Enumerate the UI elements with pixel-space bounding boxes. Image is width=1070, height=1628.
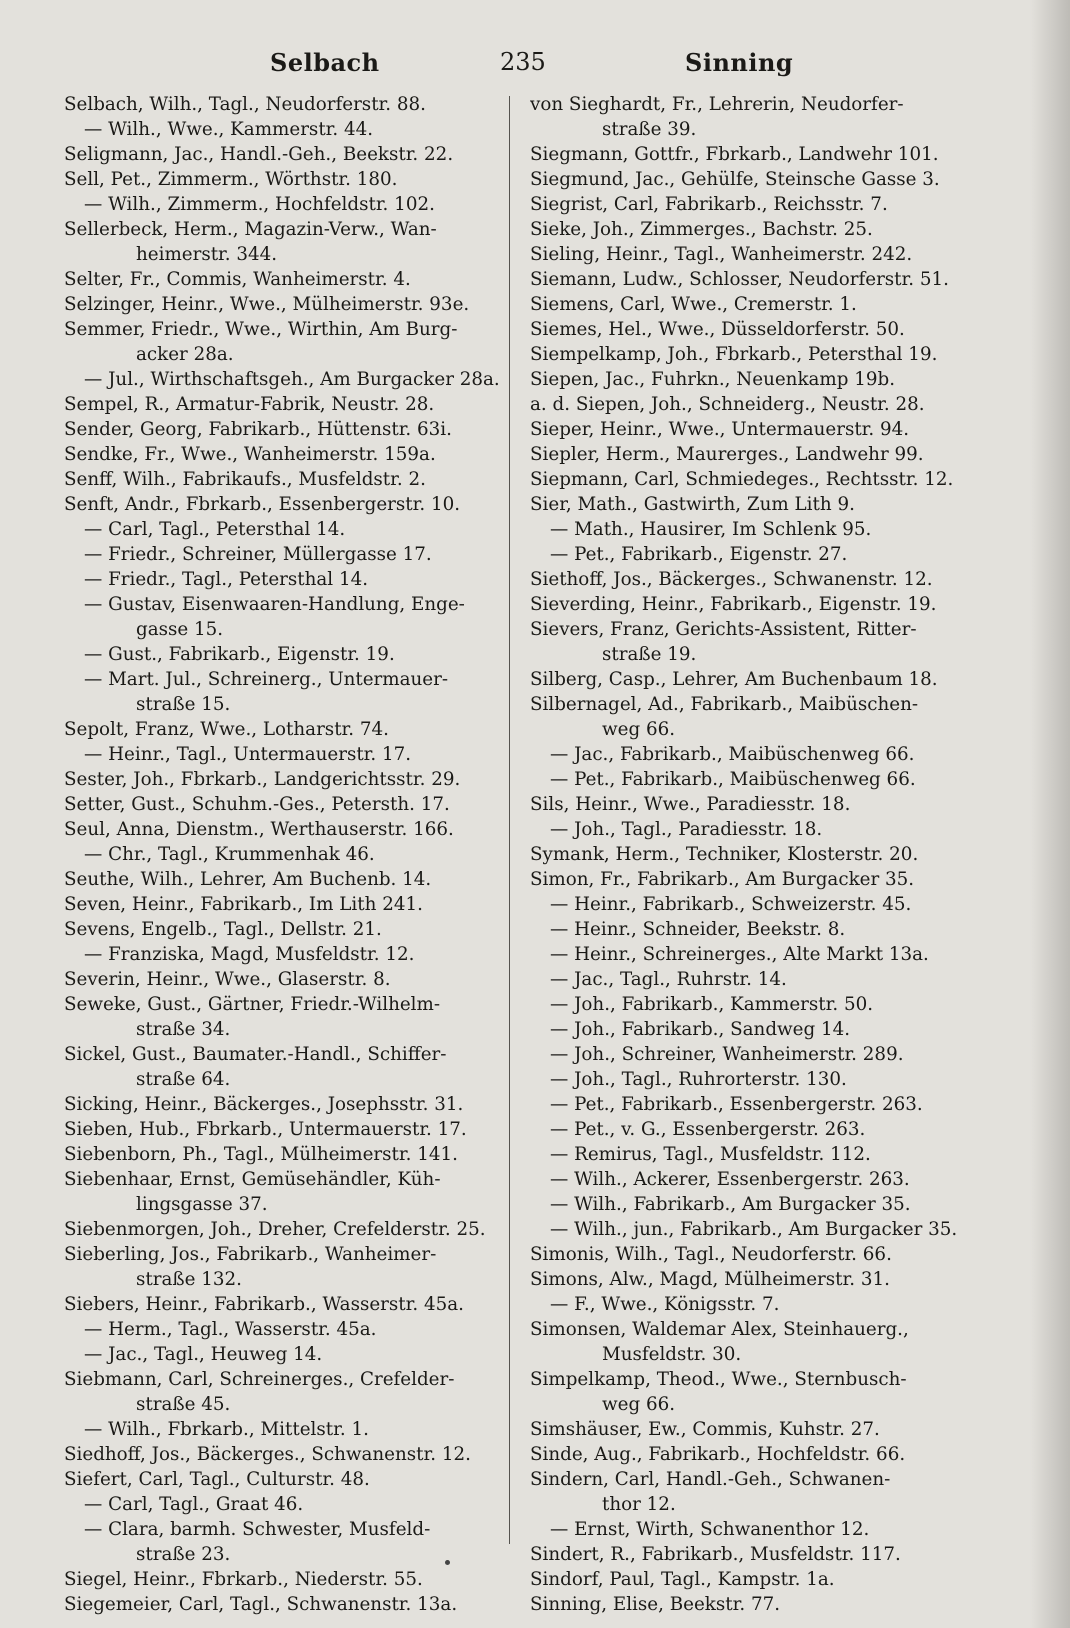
left-entry-line: — Chr., Tagl., Krummenhak 46. — [84, 844, 375, 865]
right-entry-line: — Heinr., Schreinerges., Alte Markt 13a. — [550, 944, 929, 965]
right-entry-line: straße 39. — [602, 119, 697, 140]
left-entry-line: Sicking, Heinr., Bäckerges., Josephsstr. 31. — [64, 1094, 464, 1115]
left-entry-line: Senff, Wilh., Fabrikaufs., Musfeldstr. 2. — [64, 469, 426, 490]
right-entry-line: — Wilh., Fabrikarb., Am Burgacker 35. — [550, 1194, 911, 1215]
page-number: 235 — [500, 48, 546, 76]
left-entry-line: Selter, Fr., Commis, Wanheimerstr. 4. — [64, 269, 411, 290]
left-entry-line: Severin, Heinr., Wwe., Glaserstr. 8. — [64, 969, 391, 990]
right-entry-line: Simons, Alw., Magd, Mülheimerstr. 31. — [530, 1269, 890, 1290]
left-entry-line: Siegemeier, Carl, Tagl., Schwanenstr. 13a. — [64, 1594, 458, 1615]
page-header — [60, 48, 1040, 78]
right-entry-line: — Remirus, Tagl., Musfeldstr. 112. — [550, 1144, 871, 1165]
left-entry-line: Selbach, Wilh., Tagl., Neudorferstr. 88. — [64, 94, 426, 115]
right-entry-line: Siepmann, Carl, Schmiedeges., Rechtsstr. 12. — [530, 469, 954, 490]
right-entry-line: — Joh., Tagl., Ruhrorterstr. 130. — [550, 1069, 847, 1090]
left-entry-line: Sender, Georg, Fabrikarb., Hüttenstr. 63i. — [64, 419, 452, 440]
left-entry-line: Siebmann, Carl, Schreinerges., Crefelder- — [64, 1369, 455, 1390]
left-entry-line: — Wilh., Zimmerm., Hochfeldstr. 102. — [84, 194, 435, 215]
left-entry-line: Siedhoff, Jos., Bäckerges., Schwanenstr. 12. — [64, 1444, 471, 1465]
right-entry-line: Siemann, Ludw., Schlosser, Neudorferstr. 51. — [530, 269, 949, 290]
left-entry-line: — Heinr., Tagl., Untermauerstr. 17. — [84, 744, 412, 765]
right-entry-line: — Heinr., Fabrikarb., Schweizerstr. 45. — [550, 894, 912, 915]
left-entry-line: — Friedr., Tagl., Petersthal 14. — [84, 569, 369, 590]
right-entry-line: straße 19. — [602, 644, 697, 665]
left-entry-line: — Gust., Fabrikarb., Eigenstr. 19. — [84, 644, 395, 665]
left-entry-line: Siegel, Heinr., Fbrkarb., Niederstr. 55. — [64, 1569, 423, 1590]
right-entry-line: Sieverding, Heinr., Fabrikarb., Eigenstr. 19. — [530, 594, 937, 615]
left-entry-line: — Clara, barmh. Schwester, Musfeld- — [84, 1519, 431, 1540]
right-entry-line: Siepen, Jac., Fuhrkn., Neuenkamp 19b. — [530, 369, 896, 390]
left-entry-line: Siebers, Heinr., Fabrikarb., Wasserstr. 45a. — [64, 1294, 464, 1315]
left-entry-line: straße 45. — [136, 1394, 231, 1415]
left-entry-line: Sempel, R., Armatur-Fabrik, Neustr. 28. — [64, 394, 435, 415]
right-entry-line: Siepler, Herm., Maurerges., Landwehr 99. — [530, 444, 924, 465]
right-entry-line: a. d. Siepen, Joh., Schneiderg., Neustr. 28. — [530, 394, 925, 415]
left-entry-line: Seven, Heinr., Fabrikarb., Im Lith 241. — [64, 894, 423, 915]
right-entry-line: — Jac., Tagl., Ruhrstr. 14. — [550, 969, 787, 990]
right-entry-line: — Joh., Schreiner, Wanheimerstr. 289. — [550, 1044, 904, 1065]
left-entry-line: Sendke, Fr., Wwe., Wanheimerstr. 159a. — [64, 444, 436, 465]
left-entry-line: lingsgasse 37. — [136, 1194, 268, 1215]
right-entry-line: Sieling, Heinr., Tagl., Wanheimerstr. 242. — [530, 244, 913, 265]
right-entry-line: Sier, Math., Gastwirth, Zum Lith 9. — [530, 494, 855, 515]
left-entry-line: — Herm., Tagl., Wasserstr. 45a. — [84, 1319, 377, 1340]
left-entry-line: — Gustav, Eisenwaaren-Handlung, Enge- — [84, 594, 465, 615]
right-entry-line: — Wilh., jun., Fabrikarb., Am Burgacker 35. — [550, 1219, 958, 1240]
left-entry-line: — Wilh., Wwe., Kammerstr. 44. — [84, 119, 374, 140]
right-entry-line: — Heinr., Schneider, Beekstr. 8. — [550, 919, 846, 940]
left-entry-line: Sieberling, Jos., Fabrikarb., Wanheimer- — [64, 1244, 437, 1265]
right-entry-line: Sinde, Aug., Fabrikarb., Hochfeldstr. 66. — [530, 1444, 906, 1465]
right-entry-line: Silberg, Casp., Lehrer, Am Buchenbaum 18. — [530, 669, 938, 690]
left-entry-line: Sester, Joh., Fbrkarb., Landgerichtsstr. 29. — [64, 769, 461, 790]
right-entry-line: von Sieghardt, Fr., Lehrerin, Neudorfer- — [530, 94, 904, 115]
right-entry-line: — F., Wwe., Königsstr. 7. — [550, 1294, 780, 1315]
right-entry-line: Simshäuser, Ew., Commis, Kuhstr. 27. — [530, 1419, 880, 1440]
column-divider — [509, 96, 510, 1544]
left-entry-line: — Carl, Tagl., Petersthal 14. — [84, 519, 346, 540]
left-entry-line: Seuthe, Wilh., Lehrer, Am Buchenb. 14. — [64, 869, 432, 890]
right-entry-line: weg 66. — [602, 1394, 676, 1415]
left-entry-line: gasse 15. — [136, 619, 224, 640]
right-column — [530, 92, 982, 1617]
right-entry-line: Sils, Heinr., Wwe., Paradiesstr. 18. — [530, 794, 851, 815]
left-entry-line: Selzinger, Heinr., Wwe., Mülheimerstr. 93e. — [64, 294, 470, 315]
left-entry-line: Sieben, Hub., Fbrkarb., Untermauerstr. 17. — [64, 1119, 467, 1140]
left-entry-line: acker 28a. — [136, 344, 234, 365]
right-entry-line: Simonsen, Waldemar Alex, Steinhauerg., — [530, 1319, 909, 1340]
right-entry-line: Siegmund, Jac., Gehülfe, Steinsche Gasse 3. — [530, 169, 940, 190]
left-entry-line: — Wilh., Fbrkarb., Mittelstr. 1. — [84, 1419, 369, 1440]
left-entry-line: straße 132. — [136, 1269, 242, 1290]
right-entry-line: weg 66. — [602, 719, 676, 740]
right-entry-line: Symank, Herm., Techniker, Klosterstr. 20. — [530, 844, 919, 865]
left-entry-line: Setter, Gust., Schuhm.-Ges., Petersth. 17. — [64, 794, 450, 815]
left-entry-line: Seul, Anna, Dienstm., Werthauserstr. 166. — [64, 819, 454, 840]
left-entry-line: — Franziska, Magd, Musfeldstr. 12. — [84, 944, 415, 965]
left-entry-line: straße 34. — [136, 1019, 231, 1040]
right-entry-line: — Math., Hausirer, Im Schlenk 95. — [550, 519, 872, 540]
left-entry-line: — Carl, Tagl., Graat 46. — [84, 1494, 304, 1515]
right-entry-line: — Pet., Fabrikarb., Essenbergerstr. 263. — [550, 1094, 923, 1115]
right-entry-line: Musfeldstr. 30. — [602, 1344, 742, 1365]
right-entry-line: — Pet., Fabrikarb., Maibüschenweg 66. — [550, 769, 916, 790]
left-entry-line: Semmer, Friedr., Wwe., Wirthin, Am Burg- — [64, 319, 458, 340]
right-entry-line: — Wilh., Ackerer, Essenbergerstr. 263. — [550, 1169, 910, 1190]
left-entry-line: straße 23. — [136, 1544, 231, 1565]
left-entry-line: Siebenhaar, Ernst, Gemüsehändler, Küh- — [64, 1169, 441, 1190]
right-entry-line: — Ernst, Wirth, Schwanenthor 12. — [550, 1519, 870, 1540]
right-entry-line: Siegrist, Carl, Fabrikarb., Reichsstr. 7. — [530, 194, 888, 215]
right-entry-line: — Jac., Fabrikarb., Maibüschenweg 66. — [550, 744, 915, 765]
left-entry-line: Sevens, Engelb., Tagl., Dellstr. 21. — [64, 919, 382, 940]
right-entry-line: Siemes, Hel., Wwe., Düsseldorferstr. 50. — [530, 319, 905, 340]
left-entry-line: Sepolt, Franz, Wwe., Lotharstr. 74. — [64, 719, 389, 740]
left-entry-line: Seligmann, Jac., Handl.-Geh., Beekstr. 22. — [64, 144, 454, 165]
right-entry-line: Simonis, Wilh., Tagl., Neudorferstr. 66. — [530, 1244, 892, 1265]
left-entry-line: — Jul., Wirthschaftsgeh., Am Burgacker 28a. — [84, 369, 500, 390]
left-entry-line: Sickel, Gust., Baumater.-Handl., Schiffer- — [64, 1044, 447, 1065]
left-entry-line: — Friedr., Schreiner, Müllergasse 17. — [84, 544, 432, 565]
right-entry-line: Sinning, Elise, Beekstr. 77. — [530, 1594, 781, 1615]
right-entry-line: Silbernagel, Ad., Fabrikarb., Maibüschen- — [530, 694, 919, 715]
left-entry-line: Siefert, Carl, Tagl., Culturstr. 48. — [64, 1469, 370, 1490]
page-edge-shadow — [1030, 0, 1070, 1628]
right-entry-line: — Joh., Fabrikarb., Sandweg 14. — [550, 1019, 851, 1040]
left-entry-line: — Mart. Jul., Schreinerg., Untermauer- — [84, 669, 449, 690]
right-entry-line: — Joh., Tagl., Paradiesstr. 18. — [550, 819, 823, 840]
header-right-keyword: Sinning — [685, 48, 794, 77]
right-entry-line: Siethoff, Jos., Bäckerges., Schwanenstr. 12. — [530, 569, 933, 590]
right-entry-line: Sievers, Franz, Gerichts-Assistent, Ritter- — [530, 619, 917, 640]
right-entry-line: — Joh., Fabrikarb., Kammerstr. 50. — [550, 994, 874, 1015]
right-entry-line: Sieke, Joh., Zimmerges., Bachstr. 25. — [530, 219, 873, 240]
right-entry-line: Sieper, Heinr., Wwe., Untermauerstr. 94. — [530, 419, 910, 440]
left-entry-line: Siebenborn, Ph., Tagl., Mülheimerstr. 141. — [64, 1144, 458, 1165]
right-entry-line: Siempelkamp, Joh., Fbrkarb., Petersthal 19. — [530, 344, 938, 365]
header-left-keyword: Selbach — [270, 48, 380, 77]
right-entry-line: Simpelkamp, Theod., Wwe., Sternbusch- — [530, 1369, 907, 1390]
right-entry-line: — Pet., v. G., Essenbergerstr. 263. — [550, 1119, 866, 1140]
left-entry-line: Siebenmorgen, Joh., Dreher, Crefelderstr. 25. — [64, 1219, 486, 1240]
right-entry-line: Sindert, R., Fabrikarb., Musfeldstr. 117. — [530, 1544, 901, 1565]
right-entry-line: Siegmann, Gottfr., Fbrkarb., Landwehr 101. — [530, 144, 939, 165]
right-entry-line: Siemens, Carl, Wwe., Cremerstr. 1. — [530, 294, 857, 315]
right-entry-line: Sindern, Carl, Handl.-Geh., Schwanen- — [530, 1469, 891, 1490]
right-entry-line: thor 12. — [602, 1494, 676, 1515]
left-entry-line: straße 64. — [136, 1069, 231, 1090]
right-entry-line: Sindorf, Paul, Tagl., Kampstr. 1a. — [530, 1569, 835, 1590]
print-speck — [445, 1560, 450, 1565]
left-entry-line: heimerstr. 344. — [136, 244, 278, 265]
right-entry-line: Simon, Fr., Fabrikarb., Am Burgacker 35. — [530, 869, 915, 890]
left-entry-line: straße 15. — [136, 694, 231, 715]
left-column — [64, 92, 516, 1617]
right-entry-line: — Pet., Fabrikarb., Eigenstr. 27. — [550, 544, 848, 565]
left-entry-line: Senft, Andr., Fbrkarb., Essenbergerstr. 10. — [64, 494, 461, 515]
left-entry-line: Sellerbeck, Herm., Magazin-Verw., Wan- — [64, 219, 437, 240]
left-entry-line: — Jac., Tagl., Heuweg 14. — [84, 1344, 323, 1365]
left-entry-line: Seweke, Gust., Gärtner, Friedr.-Wilhelm- — [64, 994, 441, 1015]
left-entry-line: Sell, Pet., Zimmerm., Wörthstr. 180. — [64, 169, 398, 190]
